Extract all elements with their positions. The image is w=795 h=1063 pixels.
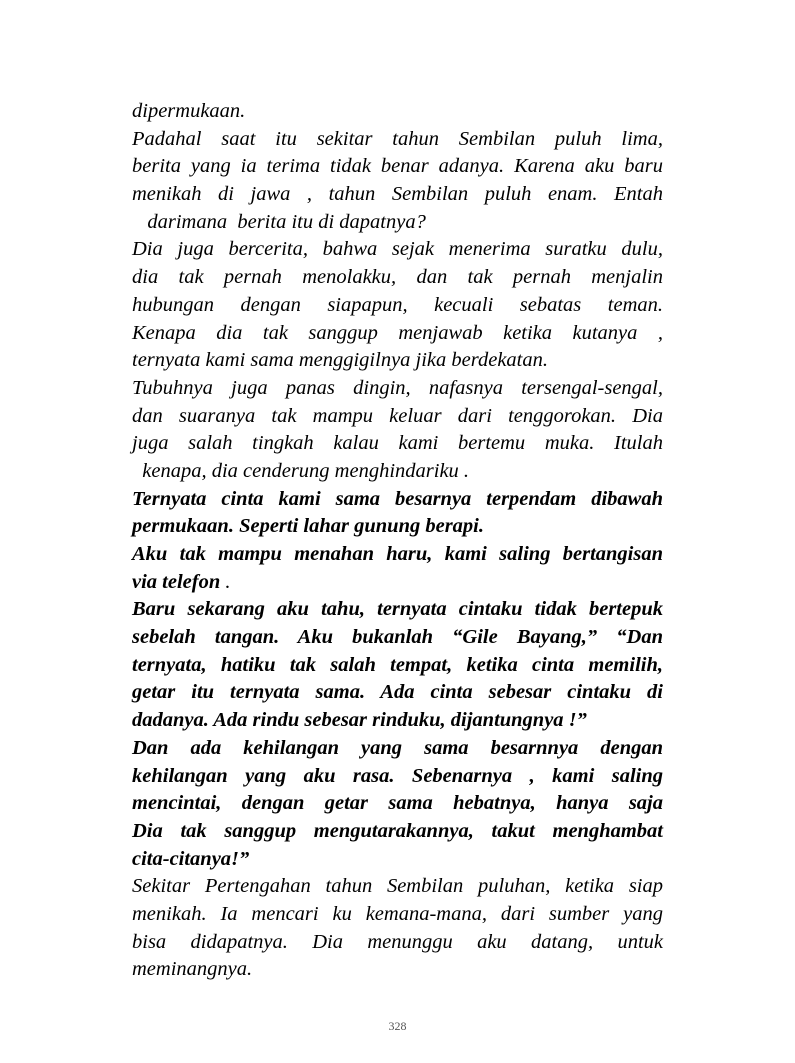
text-line: [132, 569, 663, 597]
text-line: Kenapa dia tak sanggup menjawab ketika kutanya ,: [132, 321, 663, 344]
text-line: dan suaranya tak mampu keluar dari tenggorokan. Dia: [132, 404, 663, 427]
text-line: kehilangan yang aku rasa. Sebenarnya , kami saling: [132, 764, 663, 787]
text-line: Sekitar Pertengahan tahun Sembilan puluhan, ketika siap: [132, 875, 663, 898]
text-line: bisa didapatnya. Dia menunggu aku datang, untuk: [132, 930, 663, 953]
text-line: ternyata kami sama menggigilnya jika berdekatan.: [132, 349, 548, 372]
text-line: menikah di jawa , tahun Sembilan puluh enam. Entah: [132, 183, 663, 206]
body-text: [132, 98, 663, 984]
text-line: Ternyata cinta kami sama besarnya terpendam dibawah: [132, 487, 663, 510]
page-number: 328: [388, 1019, 407, 1033]
text-fragment: via telefon: [132, 570, 221, 593]
text-line: kenapa, dia cenderung menghindariku .: [132, 459, 470, 482]
text-line: darimana berita itu di dapatnya?: [132, 210, 426, 233]
text-line: Aku tak mampu menahan haru, kami saling bertangisan: [132, 543, 663, 565]
text-line: sebelah tangan. Aku bukanlah “Gile Bayang,” “Dan: [132, 626, 663, 649]
text-fragment: .: [225, 570, 231, 593]
text-line: menikah. Ia mencari ku kemana-mana, dari sumber yang: [132, 902, 663, 925]
text-line: getar itu ternyata sama. Ada cinta sebesar cintaku di: [132, 681, 663, 704]
text-line: Dia juga bercerita, bahwa sejak menerima suratku dulu,: [132, 238, 663, 261]
text-line: Dia tak sanggup mengutarakannya, takut menghambat: [132, 819, 663, 842]
text-line: meminangnya.: [132, 958, 253, 981]
text-line: Dan ada kehilangan yang sama besarnnya dengan: [132, 736, 663, 759]
text-line: Padahal saat itu sekitar tahun Sembilan puluh lima,: [132, 127, 663, 150]
text-line: Baru sekarang aku tahu, ternyata cintaku tidak bertepuk: [132, 598, 663, 621]
text-line: berita yang ia terima tidak benar adanya. Karena aku baru: [132, 155, 663, 178]
text-line: cita-citanya!”: [132, 847, 250, 870]
text-line: Tubuhnya juga panas dingin, nafasnya tersengal-sengal,: [132, 376, 663, 399]
text-line: mencintai, dengan getar sama hebatnya, hanya saja: [132, 792, 663, 815]
text-line: dadanya. Ada rindu sebesar rinduku, dijantungnya !”: [132, 709, 587, 732]
text-line: hubungan dengan siapapun, kecuali sebatas teman.: [132, 293, 663, 316]
text-line: juga salah tingkah kalau kami bertemu muka. Itulah: [132, 432, 663, 455]
text-line: dia tak pernah menolakku, dan tak pernah menjalin: [132, 266, 663, 289]
text-line: ternyata, hatiku tak salah tempat, ketika cinta memilih,: [132, 653, 663, 676]
text-line: permukaan. Seperti lahar gunung berapi.: [132, 515, 484, 538]
text-line: dipermukaan.: [132, 100, 246, 122]
